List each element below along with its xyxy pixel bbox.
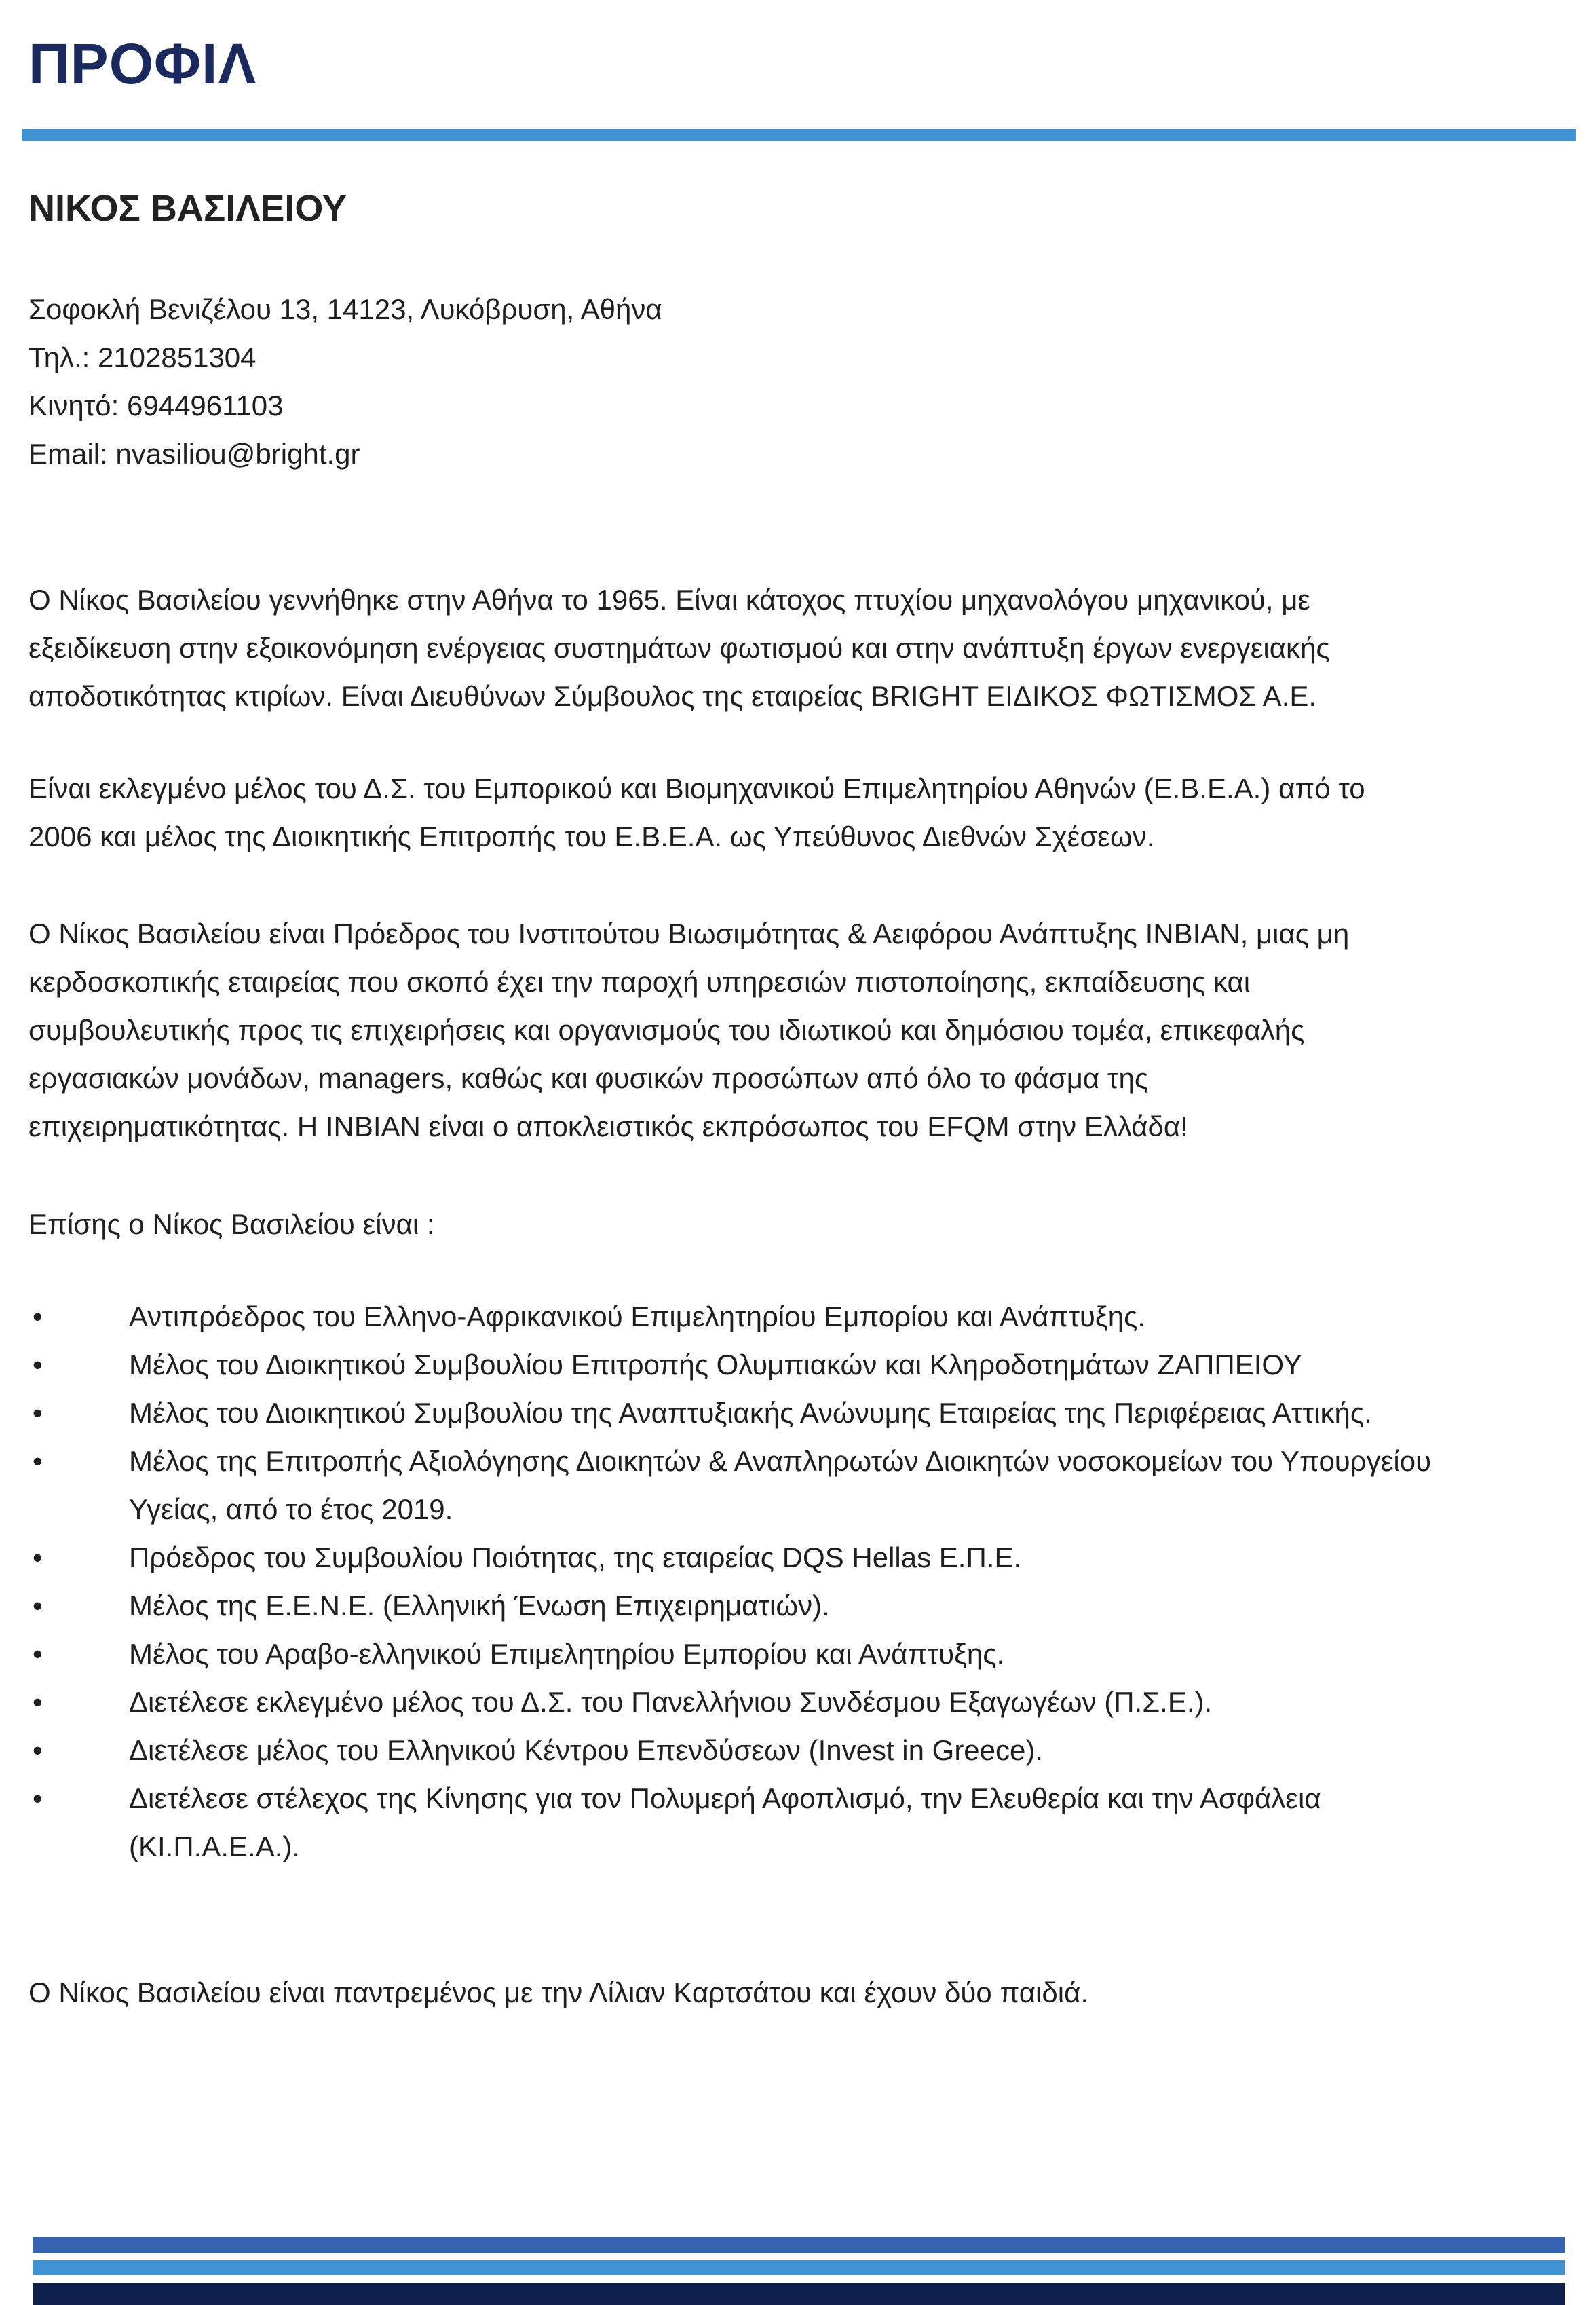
role-text: Αντιπρόεδρος του Ελληνο-Αφρικανικού Επιμελητηρίου Εμπορίου και Ανάπτυξης. [129, 1300, 1145, 1332]
bio-paragraph-1 [28, 576, 1569, 720]
role-text: Διετέλεσε μέλος του Ελληνικού Κέντρου Επενδύσεων (Invest in Greece). [129, 1734, 1044, 1766]
role-text: Μέλος της Επιτροπής Αξιολόγησης Διοικητών & Αναπληρωτών Διοικητών νοσοκομείων του Υπουργείου Υγείας, από το έτος 2019. [129, 1445, 1432, 1525]
role-text: Διετέλεσε εκλεγμένο μέλος του Δ.Σ. του Πανελλήνιου Συνδέσμου Εξαγωγέων (Π.Σ.Ε.). [129, 1686, 1213, 1718]
closing-paragraph: Ο Νίκος Βασιλείου είναι παντρεμένος με την Λίλιαν Καρτσάτου και έχουν δύο παιδιά. [28, 1976, 1089, 2008]
bio-line: Είναι εκλεγμένο μέλος του Δ.Σ. του Εμπορικού και Βιομηχανικού Επιμελητηρίου Αθηνών (Ε.Β.Ε.Α.) από το [28, 772, 1365, 804]
contact-block [28, 285, 662, 478]
bio-line: 2006 και μέλος της Διοικητικής Επιτροπής του Ε.Β.Ε.Α. ως Υπεύθυνος Διεθνών Σχέσεων. [28, 821, 1155, 852]
bullet-icon: • [33, 1445, 43, 1477]
bio-line: αποδοτικότητας κτιρίων. Είναι Διευθύνων Σύμβουλος της εταιρείας BRIGHT ΕΙΔΙΚΟΣ ΦΩΤΙΣΜΟΣ Α.Ε. [28, 680, 1317, 712]
bullet-icon: • [33, 1397, 43, 1429]
roles-list [28, 1292, 1582, 1871]
bio-line: κερδοσκοπικής εταιρείας που σκοπό έχει την παροχή υπηρεσιών πιστοποίησης, εκπαίδευσης και [28, 966, 1251, 998]
list-item [28, 1726, 1582, 1774]
bullet-icon: • [33, 1300, 43, 1332]
list-item [28, 1292, 1582, 1341]
page-title: ΠΡΟΦΙΛ [28, 32, 257, 96]
footer-stripe-bottom [33, 2283, 1565, 2305]
bullet-icon: • [33, 1686, 43, 1718]
bullet-icon: • [33, 1590, 43, 1622]
bullet-icon: • [33, 1734, 43, 1766]
footer-stripe-middle [33, 2260, 1565, 2275]
list-item [28, 1533, 1582, 1581]
mobile-line: Κινητό: 6944961103 [28, 390, 284, 421]
bullet-icon: • [33, 1638, 43, 1670]
list-intro: Επίσης ο Νίκος Βασιλείου είναι : [28, 1208, 435, 1240]
phone-line: Τηλ.: 2102851304 [28, 341, 256, 373]
list-item [28, 1581, 1582, 1630]
role-text: Μέλος της Ε.Ε.Ν.Ε. (Ελληνική Ένωση Επιχειρηματιών). [129, 1590, 830, 1622]
bio-line: Ο Νίκος Βασιλείου είναι Πρόεδρος του Ινστιτούτου Βιωσιμότητας & Αειφόρου Ανάπτυξης INBIAN, μιας μη [28, 918, 1350, 950]
bio-paragraph-3 [28, 910, 1569, 1150]
bio-line: συμβουλευτικής προς τις επιχειρήσεις και οργανισμούς του ιδιωτικού και δημόσιου τομέα, επικεφαλής [28, 1014, 1305, 1046]
list-item [28, 1437, 1582, 1533]
list-item [28, 1341, 1582, 1389]
role-text: Μέλος του Διοικητικού Συμβουλίου της Αναπτυξιακής Ανώνυμης Εταιρείας της Περιφέρειας Αττικής. [129, 1397, 1372, 1429]
list-item [28, 1389, 1582, 1437]
bullet-icon: • [33, 1541, 43, 1573]
bio-paragraph-2 [28, 764, 1569, 861]
title-divider [22, 129, 1576, 141]
role-text: Πρόεδρος του Συμβουλίου Ποιότητας, της εταιρείας DQS Hellas Ε.Π.Ε. [129, 1541, 1022, 1573]
role-text: Μέλος του Διοικητικού Συμβουλίου Επιτροπής Ολυμπιακών και Κληροδοτημάτων ΖΑΠΠΕΙΟΥ [129, 1349, 1302, 1381]
footer-stripe-top [33, 2237, 1565, 2253]
bio-line: Ο Νίκος Βασιλείου γεννήθηκε στην Αθήνα το 1965. Είναι κάτοχος πτυχίου μηχανολόγου μηχανικού, με [28, 584, 1311, 616]
bullet-icon: • [33, 1782, 43, 1814]
list-item [28, 1774, 1582, 1871]
bio-line: εξειδίκευση στην εξοικονόμηση ενέργειας συστημάτων φωτισμού και στην ανάπτυξη έργων ενεργειακής [28, 632, 1330, 664]
list-item [28, 1678, 1582, 1726]
address-line: Σοφοκλή Βενιζέλου 13, 14123, Λυκόβρυση, Αθήνα [28, 293, 662, 325]
bio-line: εργασιακών μονάδων, managers, καθώς και φυσικών προσώπων από όλο το φάσμα της [28, 1062, 1149, 1094]
bio-line: επιχειρηματικότητας. Η INBIAN είναι ο αποκλειστικός εκπρόσωπος του EFQM στην Ελλάδα! [28, 1110, 1188, 1142]
role-text: Διετέλεσε στέλεχος της Κίνησης για τον Πολυμερή Αφοπλισμό, την Ελευθερία και την Ασφάλεια (ΚΙ.Π.Α.Ε.Α.). [129, 1782, 1321, 1862]
list-item [28, 1630, 1582, 1678]
bullet-icon: • [33, 1349, 43, 1381]
role-text: Μέλος του Αραβο-ελληνικού Επιμελητηρίου Εμπορίου και Ανάπτυξης. [129, 1638, 1005, 1670]
email-line: Email: nvasiliou@bright.gr [28, 438, 360, 470]
person-name: ΝΙΚΟΣ ΒΑΣΙΛΕΙΟΥ [28, 188, 347, 229]
